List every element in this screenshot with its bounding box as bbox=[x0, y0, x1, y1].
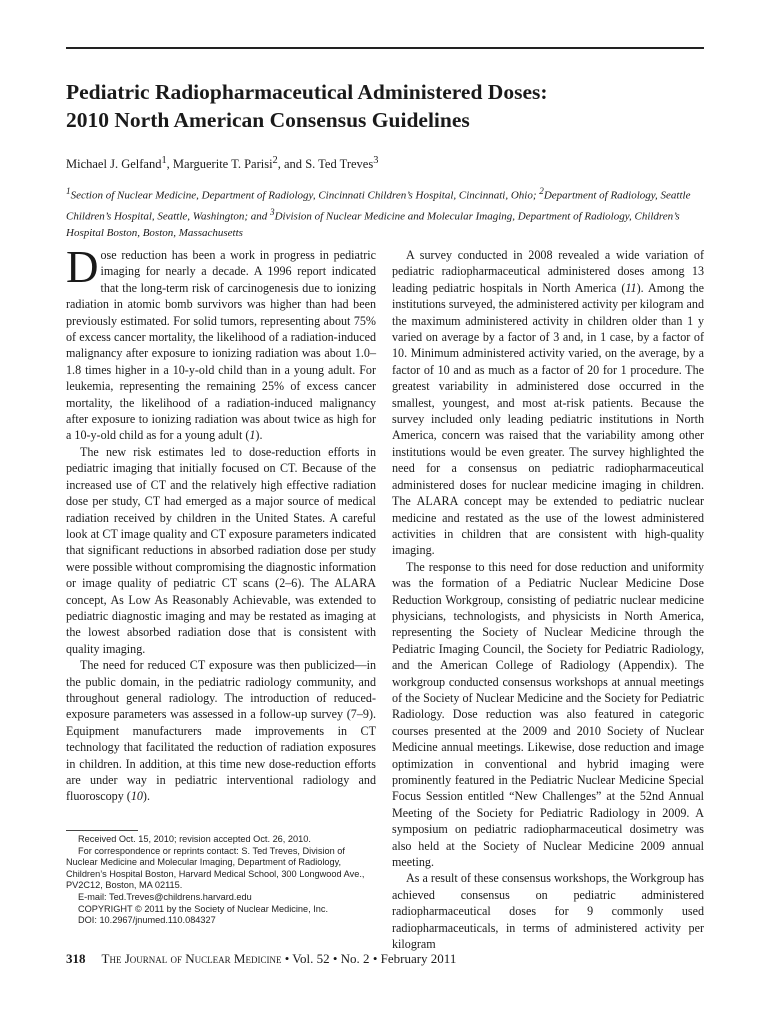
right-column bbox=[392, 247, 704, 952]
affiliation-text: Section of Nuclear Medicine, Department of Radiology, Cincinnati Children’s Hospital, Cincinnati, Ohio; bbox=[70, 189, 540, 202]
affiliation-mark: 1 bbox=[66, 186, 71, 196]
footer-separator: • bbox=[281, 951, 293, 966]
affiliation-mark: 3 bbox=[270, 207, 275, 218]
author-affiliation-mark: 1 bbox=[161, 155, 167, 166]
doi[interactable]: DOI: 10.2967/jnumed.110.084327 bbox=[78, 915, 216, 926]
received-date: Received Oct. 15, 2010; revision accepted Oct. 26, 2010. bbox=[78, 834, 311, 844]
correspondence-note: For correspondence or reprints contact: S. Ted Treves, Division of Nuclear Medicine and Molecular Imaging, Department of Radiology, Children’s Hospital Boston, Harvard Medical School, 300 Longwood Ave., PV2C12, Boston, MA 02115. bbox=[66, 845, 365, 891]
copyright-notice: COPYRIGHT © 2011 by the Society of Nuclear Medicine, Inc. bbox=[78, 903, 329, 914]
body-paragraph bbox=[66, 242, 376, 444]
paragraph-text: ). bbox=[142, 789, 150, 804]
affiliations bbox=[66, 183, 706, 242]
issue: No. 2 bbox=[340, 951, 370, 966]
body-paragraph bbox=[66, 444, 376, 657]
author-affiliation-mark: 3 bbox=[373, 155, 379, 166]
citation-ref: 11 bbox=[625, 280, 637, 295]
drop-cap: D bbox=[66, 242, 99, 292]
author-affiliation-mark: 2 bbox=[272, 155, 278, 166]
author-separator: , and bbox=[277, 157, 306, 172]
author-name: Marguerite T. Parisi bbox=[172, 157, 273, 172]
paragraph-text: The need for reduced CT exposure was then publicized—in the public domain, in the pediatric radiology community, and throughout general radiology. The introduction of reduced-exposure parameters was assessed in a follow-up survey ( bbox=[66, 658, 376, 722]
citation-ref: 2–6 bbox=[279, 576, 298, 591]
page-footer bbox=[66, 951, 706, 967]
paragraph-text: ose reduction has been a work in progress in pediatric imaging for nearly a decade. A 1996 report indicated that the long-term risk of carcinogenesis due to ionizing radiation in atomic bomb survivors was higher than had been previously estimated. For solid tumors, representing about 75% of excess cancer mortality, the likelihood of a radiation-induced malignancy after exposure to ionizing radiation was about 1.0–1.8 times higher in a 10-y-old child than in a young adult. For leukemia, representing the remaining 25% of excess cancer mortality, the likelihood of a radiation-induced malignancy after exposure to ionizing radiation was about twice as high for a 10-y-old child as for a young adult ( bbox=[66, 248, 376, 443]
body-paragraph: As a result of these consensus workshops, the Workgroup has achieved consensus on pediatric administered radiopharmaceutical doses for 9 commonly used radiopharmaceuticals, in terms of administered activity per kilogram bbox=[392, 871, 704, 952]
author-list bbox=[66, 153, 706, 172]
page-number: 318 bbox=[66, 951, 86, 966]
affiliation-mark: 2 bbox=[539, 186, 544, 196]
paragraph-text: ). The ALARA concept, As Low As Reasonably Achievable, was extended to pediatric diagnostic imaging and may be restated as imaging at the lowest absorbed radiation dose that is consistent with quality imaging. bbox=[66, 576, 377, 656]
contact-email[interactable]: E-mail: Ted.Treves@childrens.harvard.edu bbox=[78, 891, 252, 902]
body-paragraph bbox=[392, 247, 704, 559]
citation-ref: 7–9 bbox=[350, 707, 369, 722]
footnote-rule bbox=[66, 830, 138, 831]
top-rule bbox=[66, 47, 704, 49]
citation-ref: 10 bbox=[130, 789, 143, 804]
affiliation-text: Department of Radiology, Seattle Children’s Hospital, Seattle, Washington; and bbox=[66, 189, 691, 223]
author-name: Michael J. Gelfand bbox=[66, 157, 162, 172]
footer-separator: • bbox=[369, 951, 381, 966]
article-footnotes bbox=[66, 834, 378, 927]
paragraph-text: The new risk estimates led to dose-reduction efforts in pediatric imaging that initially focused on CT. Because of the increased use of CT and the relatively high effective radiation dose per study, CT had emerged as a major source of medical radiation received by children in the United States. A careful look at CT image quality and CT exposure parameters indicated that significant reductions in absorbed radiation dose per study were possible without compromising the diagnostic information or image quality of pediatric CT scans ( bbox=[66, 444, 376, 591]
paragraph-text: ). Among the institutions surveyed, the administered activity per kilogram and the maximum administered activity in children older than 1 y varied on average by a factor of 3 and, in 1 case, by a factor of 10. Minimum administered activity varied, on the average, by a factor of 10 and as much as a factor of 20 for 1 procedure. The greatest variability in administered dose occurred in the smallest, youngest, and most at-risk patients. Because the survey included only leading pediatric institutions in North America, concern was raised that the variability among other institutions would be even greater. The survey highlighted the need for a consensus on pediatric radiopharmaceutical administered doses for nuclear medicine imaging in children. The ALARA concept may be extended to pediatric nuclear medicine and restated as the use of the lowest administered activities in children that are consistent with high-quality imaging. bbox=[392, 280, 704, 558]
paragraph-text: ). bbox=[255, 428, 263, 443]
title-line-2: 2010 North American Consensus Guidelines bbox=[66, 108, 470, 132]
author-separator: , bbox=[166, 157, 173, 172]
affiliation-text: Division of Nuclear Medicine and Molecular Imaging, Department of Radiology, Children’s Hospital Boston, Boston, Massachusetts bbox=[66, 210, 680, 240]
footer-separator: • bbox=[329, 951, 341, 966]
journal-name: The Journal of Nuclear Medicine bbox=[101, 951, 282, 966]
publication-date: February 2011 bbox=[380, 951, 457, 966]
citation-ref: 1 bbox=[249, 428, 256, 443]
paragraph-text: ). Equipment manufacturers made improvements in CT technology that facilitated the reduction of radiation exposures in children. In addition, at this time new dose-reduction efforts are under way in pediatric interventional radiology and fluoroscopy ( bbox=[66, 707, 376, 804]
left-column bbox=[66, 242, 377, 805]
title-line-1: Pediatric Radiopharmaceutical Administered Doses: bbox=[66, 80, 548, 104]
author-name: S. Ted Treves bbox=[305, 157, 374, 172]
body-paragraph: The response to this need for dose reduction and uniformity was the formation of a Pediatric Nuclear Medicine Dose Reduction Workgroup, consisting of pediatric nuclear medicine physicians, technologists, and physicists in North America, representing the Society of Nuclear Medicine through the Pediatric Imaging Council, the Society for Pediatric Radiology, and the American College of Radiology (Appendix). The workgroup conducted consensus workshops at annual meetings of the Society of Nuclear Medicine and the Society for Pediatric Radiology. Dose reduction was also featured in categoric courses presented at the 2009 and 2010 Society of Nuclear Medicine annual meetings. Likewise, dose reduction and image optimization in conventional and hybrid imaging were prominently featured in the Pediatric Nuclear Medicine Special Focus Session entitled “New Challenges” at the 52nd Annual Meeting of the Society for Pediatric Radiology in 2009. A symposium on pediatric radiopharmaceutical dosimetry was also held at the Society of Nuclear Medicine 2009 annual meeting. bbox=[392, 559, 704, 870]
body-paragraph bbox=[66, 657, 376, 805]
article-title bbox=[66, 78, 706, 134]
paragraph-text: A survey conducted in 2008 revealed a wide variation of pediatric radiopharmaceutical administered doses among 13 leading pediatric hospitals in North America ( bbox=[392, 248, 704, 295]
volume: Vol. 52 bbox=[292, 951, 330, 966]
